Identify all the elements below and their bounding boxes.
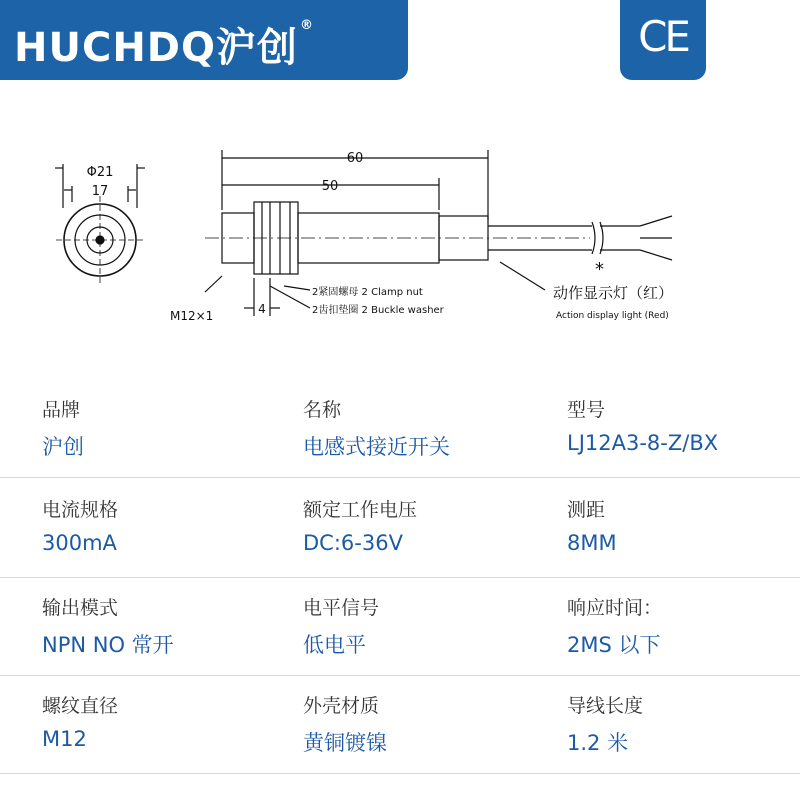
- brand-name: HUCHDQ沪创: [14, 25, 298, 71]
- front-view: [55, 164, 145, 284]
- spec-row: [0, 485, 800, 578]
- spec-label-model: 型号: [567, 399, 606, 421]
- spec-label-material: 外壳材质: [303, 695, 380, 717]
- spec-value-material: 黄铜镀镍: [303, 731, 387, 755]
- indicator-label-en: Action display light (Red): [556, 311, 669, 321]
- spec-value-voltage: DC:6-36V: [303, 531, 403, 555]
- spec-value-current: 300mA: [42, 531, 117, 555]
- spec-value-name: 电感式接近开关: [303, 435, 450, 459]
- spec-value-output: NPN NO 常开: [42, 633, 174, 657]
- spec-label-voltage: 额定工作电压: [303, 499, 418, 521]
- ce-badge: [620, 0, 706, 80]
- spec-value-response: 2MS 以下: [567, 633, 661, 657]
- spec-row: [0, 681, 800, 774]
- diameter-label: Φ21: [86, 165, 114, 180]
- indicator-asterisk: *: [595, 259, 604, 280]
- ce-mark: CE: [638, 12, 688, 61]
- spec-value-brand: 沪创: [42, 435, 84, 459]
- spec-label-signal: 电平信号: [303, 597, 380, 619]
- spec-label-cable: 导线长度: [567, 695, 644, 717]
- spec-label-brand: 品牌: [42, 399, 81, 421]
- spec-label-range: 测距: [567, 499, 606, 521]
- spec-label-response: 响应时间：: [567, 597, 663, 619]
- nut-width-label: 4: [258, 302, 266, 316]
- spec-label-current: 电流规格: [42, 499, 119, 521]
- hex-label: 17: [91, 184, 109, 199]
- spec-row: [0, 583, 800, 676]
- spec-value-range: 8MM: [567, 531, 617, 555]
- washer-label: 2齿扣垫圈 2 Buckle washer: [312, 305, 444, 316]
- spec-value-model: LJ12A3-8-Z/BX: [567, 431, 719, 455]
- spec-value-cable: 1.2 米: [567, 731, 629, 755]
- brand-logo: [14, 16, 314, 73]
- spec-row: [0, 385, 800, 478]
- brand-banner: [0, 0, 408, 80]
- indicator-label-cn: 动作显示灯（红）: [553, 284, 674, 302]
- registered-mark: ®: [300, 18, 314, 33]
- length-total-label: 60: [346, 151, 364, 166]
- spec-value-signal: 低电平: [303, 633, 366, 657]
- length-body-label: 50: [321, 179, 339, 194]
- spec-label-thread: 螺纹直径: [42, 695, 119, 717]
- clamp-nut-label: 2紧固螺母 2 Clamp nut: [312, 287, 423, 298]
- spec-label-name: 名称: [303, 399, 342, 421]
- thread-label: M12×1: [170, 309, 214, 323]
- sensor-dimension-drawing: [0, 130, 800, 340]
- spec-label-output: 输出模式: [42, 597, 119, 619]
- spec-value-thread: M12: [42, 727, 87, 751]
